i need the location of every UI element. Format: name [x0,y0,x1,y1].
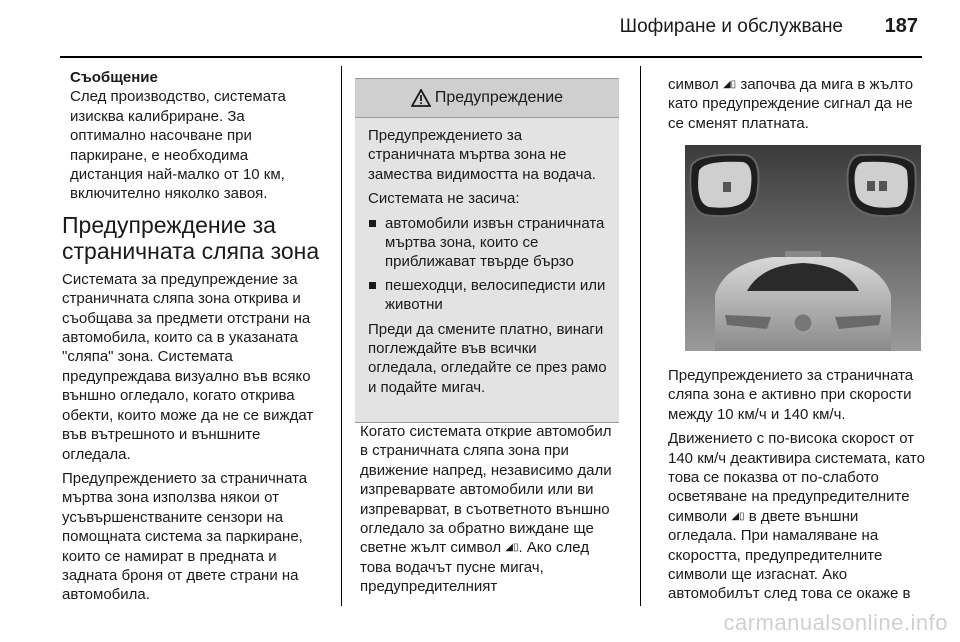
warning-text: Преди да смените платно, винаги поглеждайте във всички огледала, огледайте се през рамо и подайте мигач. [368,320,607,396]
warning-list [368,214,607,315]
chapter-title: Шофиране и обслужване [619,16,843,37]
section-heading: Предупреждение за страничната сляпа зона [62,211,320,264]
text-run: символ [668,76,719,93]
paragraph: Системата за предупреждение за страничната сляпа зона открива и съобщава за предмети отстрани на автомобила, които са в указаната "сляпа" зона. Системата предупреждава визуално във всяко външно огледало, когато открива обекти, които може да не се виждат във вътрешното и външните огледала. [62,270,314,463]
note-box [70,68,324,204]
text-run: започва да мига в жълто като предупреждение сигнал да не се сменят платната. [668,76,914,132]
warning-triangle-icon [411,89,431,107]
paragraph [668,429,930,604]
blind-spot-symbol-icon: ◢▯ [722,79,737,90]
paragraph: Предупреждението за страничната сляпа зона е активно при скорости между 10 км/ч и 140 км/ч. [668,367,914,423]
text-run: Движението с по-висока скорост от 140 км/ч деактивира системата, като това се показва от по-слабото осветяване на предупредителните символи [668,430,925,525]
column-right [668,75,930,138]
text-run: в двете външни огледала. При намаляване на скоростта, предупредителните символи ще изгаснат. Ако автомобилът след това се окаже в [668,507,911,603]
paragraph [668,75,930,133]
page-header [0,0,960,58]
warning-title: Предупреждение [434,89,564,106]
note-title: Съобщение [70,69,158,86]
list-item: пешеходци, велосипедисти или животни [368,276,607,315]
column-divider [640,66,641,606]
blind-spot-symbol-icon: ◢▯ [731,510,745,522]
column-left [62,68,324,610]
page-number: 187 [884,15,918,37]
car-mirror-illustration [685,145,921,351]
blind-spot-symbol-icon: ◢▯ [505,542,519,554]
warning-header [355,79,619,118]
note-text: След производство, системата изисква калибриране. За оптимално насочване при паркиране, е необходима дистанция най-малко от 10 км, включително няколко завоя. [70,88,286,203]
column-right-lower [668,366,930,609]
list-item: автомобили извън страничната мъртва зона, които се приближават твърде бързо [368,214,607,272]
header-rule [60,56,922,58]
warning-body [355,118,619,397]
warning-text: Системата не засича: [368,190,520,208]
watermark: carmanualsonline.info [723,610,948,635]
column-divider [341,66,342,606]
text-run: Когато системата открие автомобил в страничната сляпа зона при движение напред, независимо дали изпреварвате автомобили или ви изпреварват, в съответното външно огледало за обратно виждане ще светне жълт символ [360,423,612,557]
paragraph: Предупреждението за страничната мъртва зона използва някои от усъвършенстваните сензори на помощната система за паркиране, които се намират в предната и задната броня от двете страни на автомобила. [62,469,308,604]
warning-text: Предупреждението за страничната мъртва зона не замества видимостта на водача. [368,127,596,183]
text-run: . Ако след това водачът пусне мигач, предупредителният [360,539,590,596]
warning-box [355,78,619,423]
paragraph [360,422,622,597]
